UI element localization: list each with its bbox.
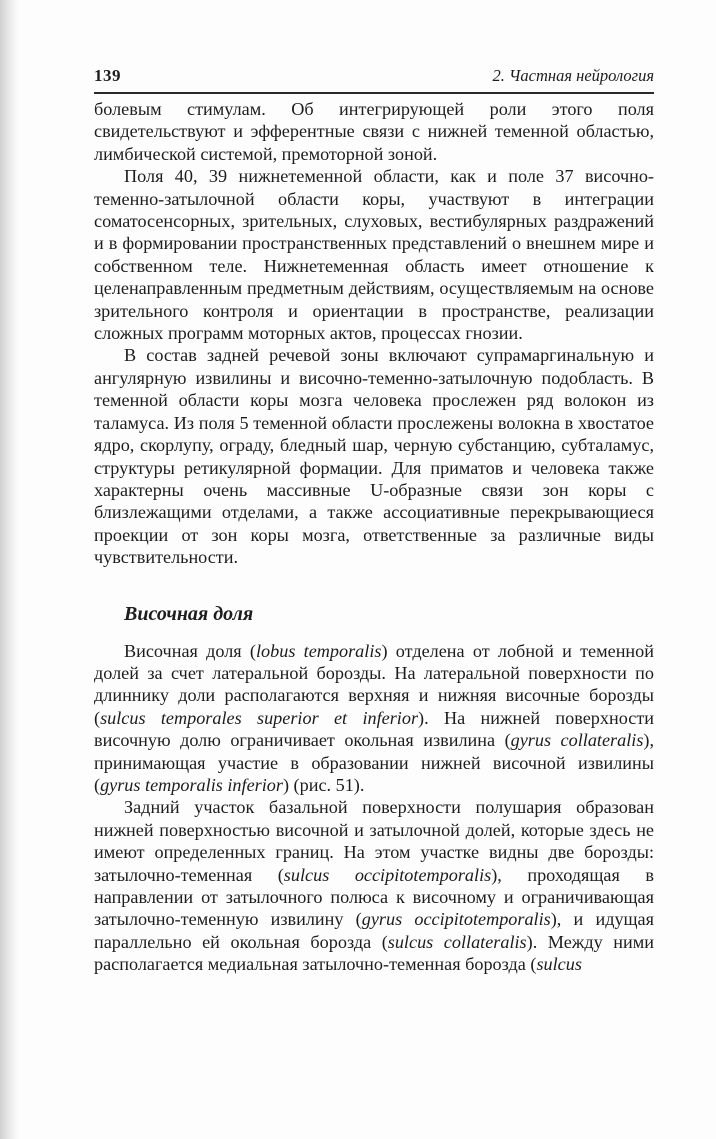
text-run: ) отделена от лобной и теменной долей за счет латеральной борозды. На латеральной поверхности по длиннику доли располагаются верхняя и нижняя височные борозды ( <box>94 640 654 728</box>
text-run: ), и идущая параллельно ей окольная борозда ( <box>94 909 654 952</box>
paragraph-continued: болевым стимулам. Об интегрирующей роли этого поля свидетельствуют и эфферентные связи с нижней теменной областью, лимбической системой, премоторной зоной. <box>94 99 654 164</box>
paragraph-basal-surface <box>94 796 654 975</box>
paragraph-parietal-fields: Поля 40, 39 нижнетеменной области, как и поле 37 височно-теменно-затылочной области коры, участвуют в интеграции соматосенсорных, зрительных, слуховых, вестибулярных раздражений и в формировании пространственных представлений о внешнем мире и собственном теле. Нижнетеменная область имеет отношение к целенаправленным предметным действиям, осуществляемым на основе зрительного контроля и ориентации в пространстве, реализации сложных программ моторных актов, процессах гнозии. <box>94 166 654 344</box>
text-run: ). На нижней поверхности височную долю ограничивает окольная извилина ( <box>94 707 655 751</box>
latin-term: gyrus collateralis <box>510 730 644 751</box>
latin-term: sulcus occipitotemporalis <box>283 864 492 885</box>
text-run: ), принимающая участие в образовании нижней височной извилины ( <box>94 730 655 795</box>
latin-term: sulcus collateralis <box>387 931 527 952</box>
section-title: Височная доля <box>124 602 254 625</box>
binding-shadow <box>0 0 20 1139</box>
running-head: 2. Частная нейрология <box>492 66 654 85</box>
latin-term: gyrus occipitotemporalis <box>361 909 551 930</box>
latin-term: lobus temporalis <box>255 640 382 661</box>
text-run: Задний участок базальной поверхности полушария образован нижней поверхностью височной и затылочной долей, которые здесь не имеют определенных границ. На этом участке видны две борозды: затылочно-теменная ( <box>94 797 654 885</box>
text-run: ). Между ними располагается медиальная затылочно-теменная борозда ( <box>94 931 654 975</box>
page-header <box>94 66 654 94</box>
paragraph-temporal-lobe <box>94 640 654 797</box>
latin-term: sulcus temporales superior et inferior <box>100 707 419 728</box>
page-number: 139 <box>94 66 121 85</box>
latin-term: gyrus temporalis inferior <box>100 774 283 795</box>
page-body <box>94 98 654 976</box>
text-run: Височная доля ( <box>124 640 256 661</box>
text-run: ) (рис. 51). <box>282 774 365 795</box>
paragraph-speech-zone: В состав задней речевой зоны включают супрамаргинальную и ангулярную извилины и височно-теменно-затылочную подобласть. В теменной области коры мозга человека прослежен ряд волокон из таламуса. Из поля 5 теменной области прослежены волокна в хвостатое ядро, скорлупу, ограду, бледный шар, черную субстанцию, субталамус, структуры ретикулярной формации. Для приматов и человека также характерны очень массивные U-образные связи зон коры с близлежащими отделами, а также ассоциативные перекрывающиеся проекции от зон коры мозга, ответственные за различные виды чувствительности. <box>94 345 654 568</box>
latin-term: sulcus <box>536 954 582 975</box>
text-run: ), проходящая в направлении от затылочного полюса к височному и ограничивающая затылочно-теменную извилину ( <box>94 864 654 930</box>
